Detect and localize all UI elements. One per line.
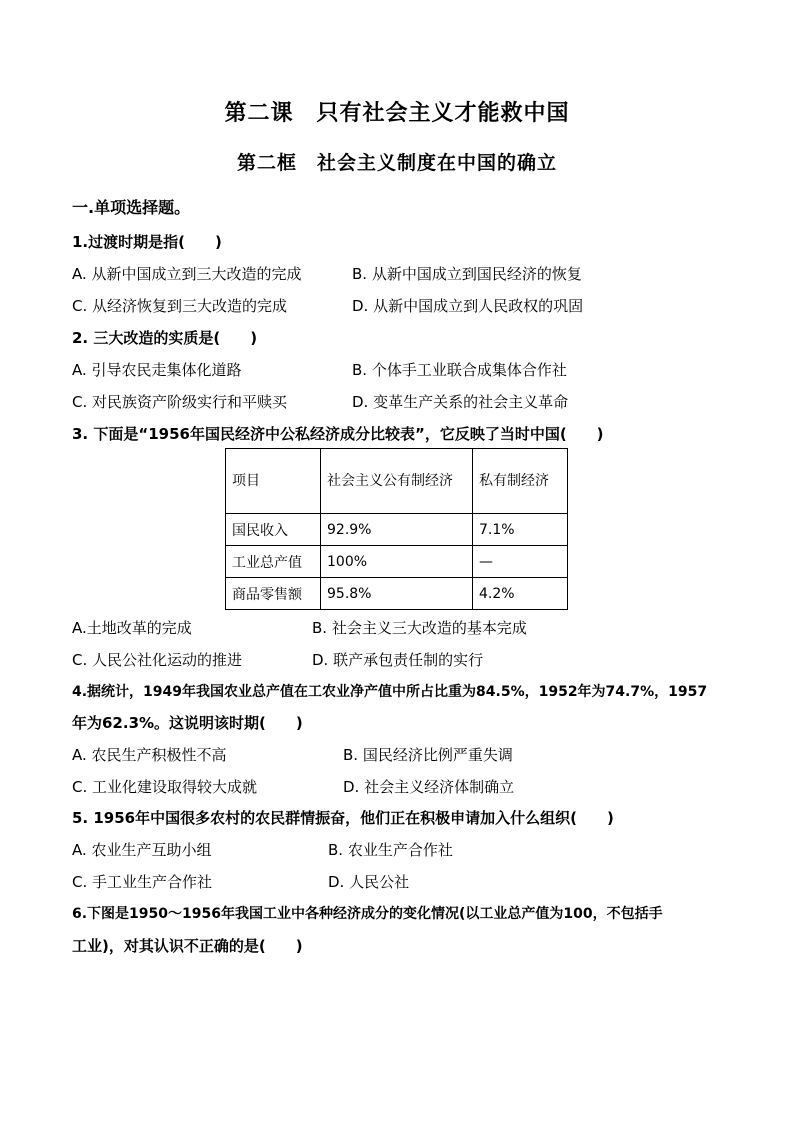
question-6-stem-line2: 工业)，对其认识不正确的是( ) bbox=[72, 937, 303, 955]
question-3-stem: 3. 下面是“1956年国民经济中公私经济成分比较表”，它反映了当时中国( ) bbox=[72, 425, 604, 443]
table-header-row bbox=[226, 449, 568, 514]
question-4-option-b: B. 国民经济比例严重失调 bbox=[343, 746, 513, 764]
table-cell: 4.2% bbox=[473, 578, 568, 610]
question-3-option-d: D. 联产承包责任制的实行 bbox=[312, 651, 484, 669]
question-3-option-c: C. 人民公社化运动的推进 bbox=[72, 651, 243, 669]
table-cell: 7.1% bbox=[473, 514, 568, 546]
question-5-stem: 5. 1956年中国很多农村的农民群情振奋，他们正在积极申请加入什么组织( ) bbox=[72, 809, 614, 827]
question-1-option-a: A. 从新中国成立到三大改造的完成 bbox=[72, 265, 302, 283]
question-4-stem-line1: 4.据统计，1949年我国农业总产值在工农业净产值中所占比重为84.5%，1952年为74.7%，1957 bbox=[72, 684, 708, 700]
question-5-option-d: D. 人民公社 bbox=[328, 873, 410, 891]
economy-comparison-table bbox=[225, 448, 568, 610]
question-4-option-d: D. 社会主义经济体制确立 bbox=[343, 778, 515, 796]
question-2-option-b: B. 个体手工业联合成集体合作社 bbox=[352, 361, 567, 379]
table-cell: 商品零售额 bbox=[226, 578, 321, 610]
question-1-stem: 1.过渡时期是指( ) bbox=[72, 233, 222, 251]
table-row bbox=[226, 514, 568, 546]
table-cell: 92.9% bbox=[321, 514, 473, 546]
table-header-cell: 私有制经济 bbox=[473, 449, 568, 514]
table-cell: — bbox=[473, 546, 568, 578]
question-5-option-a: A. 农业生产互助小组 bbox=[72, 841, 212, 859]
question-3-option-a: A.土地改革的完成 bbox=[72, 619, 192, 637]
question-5-option-b: B. 农业生产合作社 bbox=[328, 841, 453, 859]
question-1-option-b: B. 从新中国成立到国民经济的恢复 bbox=[352, 265, 582, 283]
table-row bbox=[226, 546, 568, 578]
question-5-option-c: C. 手工业生产合作社 bbox=[72, 873, 213, 891]
question-4-option-a: A. 农民生产积极性不高 bbox=[72, 746, 227, 764]
table-row bbox=[226, 578, 568, 610]
question-2-stem: 2. 三大改造的实质是( ) bbox=[72, 329, 258, 347]
page-title: 第二课 只有社会主义才能救中国 bbox=[224, 101, 570, 126]
question-3-option-b: B. 社会主义三大改造的基本完成 bbox=[312, 619, 527, 637]
question-2-option-d: D. 变革生产关系的社会主义革命 bbox=[352, 393, 569, 411]
table-cell: 工业总产值 bbox=[226, 546, 321, 578]
question-1-option-d: D. 从新中国成立到人民政权的巩固 bbox=[352, 297, 584, 315]
section-heading: 一.单项选择题。 bbox=[72, 198, 191, 217]
question-6-stem-line1: 6.下图是1950～1956年我国工业中各种经济成分的变化情况(以工业总产值为100，不包括手 bbox=[72, 906, 663, 922]
question-4-stem-line2: 年为62.3%。这说明该时期( ) bbox=[72, 714, 303, 732]
question-1-option-c: C. 从经济恢复到三大改造的完成 bbox=[72, 297, 288, 315]
question-2-option-c: C. 对民族资产阶级实行和平赎买 bbox=[72, 393, 288, 411]
table-cell: 95.8% bbox=[321, 578, 473, 610]
table-cell: 100% bbox=[321, 546, 473, 578]
table-header-cell: 社会主义公有制经济 bbox=[321, 449, 473, 514]
question-4-option-c: C. 工业化建设取得较大成就 bbox=[72, 778, 258, 796]
question-2-option-a: A. 引导农民走集体化道路 bbox=[72, 361, 242, 379]
table-header-cell: 项目 bbox=[226, 449, 321, 514]
table-cell: 国民收入 bbox=[226, 514, 321, 546]
page-subtitle: 第二框 社会主义制度在中国的确立 bbox=[236, 152, 557, 174]
